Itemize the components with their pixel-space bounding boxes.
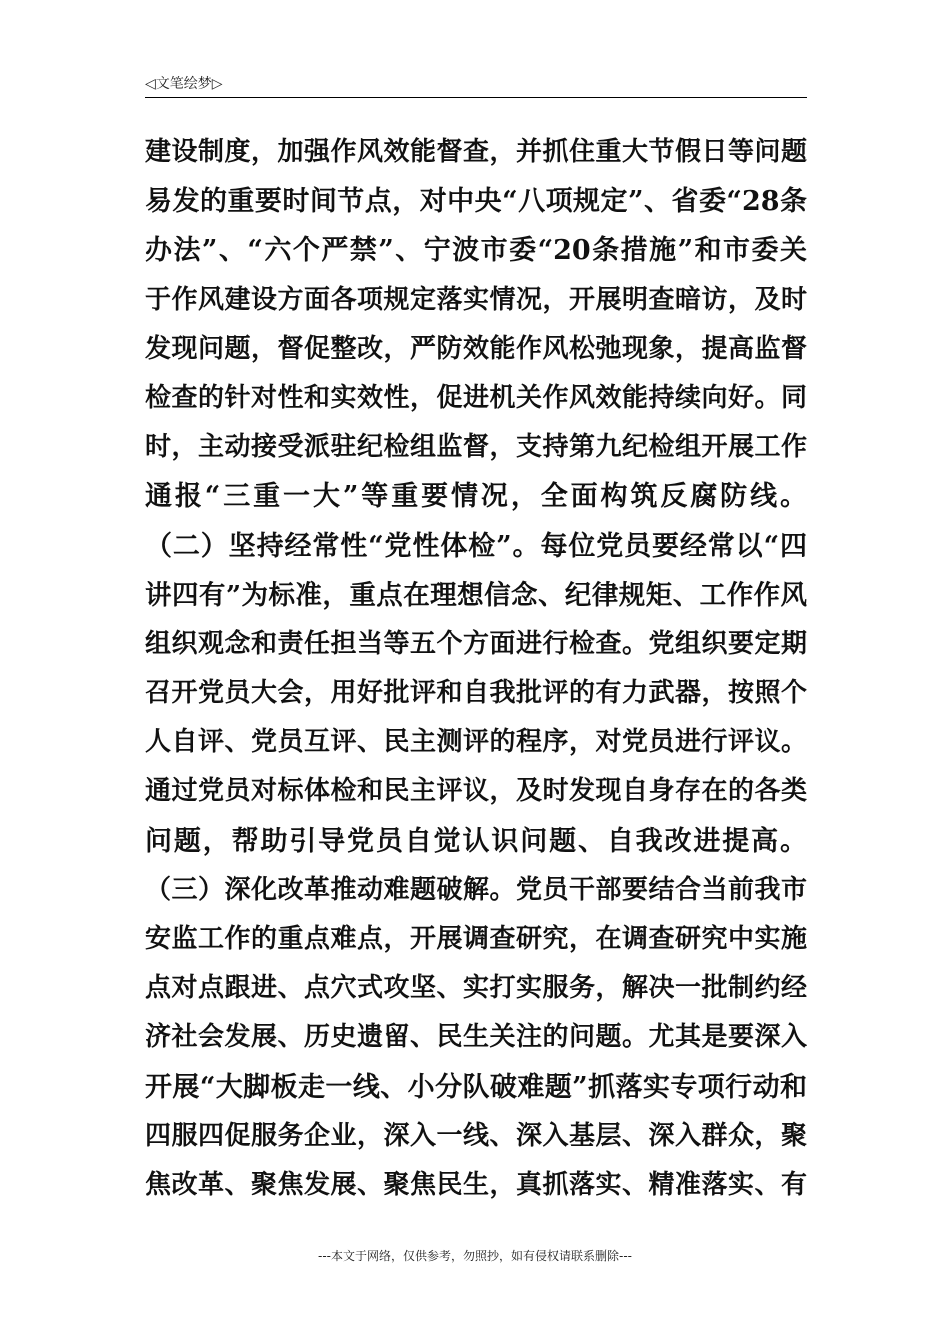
body-line: 易发的重要时间节点，对中央“八项规定”、省委“28条 — [145, 186, 807, 218]
body-line: 召开党员大会，用好批评和自我批评的有力武器，按照个 — [145, 678, 807, 709]
header-divider — [145, 97, 807, 98]
body-line: 于作风建设方面各项规定落实情况，开展明查暗访，及时 — [145, 284, 807, 315]
body-line: 济社会发展、历史遗留、民生关注的问题。尤其是要深入 — [145, 1022, 807, 1053]
body-line: 时，主动接受派驻纪检组监督，支持第九纪检组开展工作 — [145, 432, 807, 463]
section-heading-line: （二）坚持经常性“党性体检”。每位党员要经常以“四 — [145, 530, 807, 562]
body-line: 建设制度，加强作风效能督查，并抓住重大节假日等问题 — [145, 137, 807, 167]
body-line: 办法”、“六个严禁”、宁波市委“20条措施”和市委关 — [145, 235, 807, 267]
body-line: 四服四促服务企业，深入一线、深入基层、深入群众，聚 — [145, 1120, 807, 1151]
page-header — [145, 74, 807, 98]
header-brand: ◁文笔绘梦▷ — [145, 76, 223, 92]
footer-disclaimer: ---本文于网络，仅供参考，勿照抄，如有侵权请联系删除--- — [318, 1249, 632, 1263]
body-line: 讲四有”为标准，重点在理想信念、纪律规矩、工作作风 — [145, 579, 807, 611]
body-line: 检查的针对性和实效性，促进机关作风效能持续向好。同 — [145, 382, 807, 413]
body-line: 点对点跟进、点穴式攻坚、实打实服务，解决一批制约经 — [145, 973, 807, 1004]
body-line: 通报“三重一大”等重要情况，全面构筑反腐防线。 — [145, 481, 807, 513]
body-line: 人自评、党员互评、民主测评的程序，对党员进行评议。 — [145, 727, 807, 758]
body-line: 问题，帮助引导党员自觉认识问题、自我改进提高。 — [145, 825, 807, 857]
body-line: 通过党员对标体检和民主评议，及时发现自身存在的各类 — [145, 776, 807, 807]
section-heading-line: （三）深化改革推动难题破解。党员干部要结合当前我市 — [145, 874, 807, 905]
body-line: 开展“大脚板走一线、小分队破难题”抓落实专项行动和 — [145, 1071, 807, 1103]
body-line: 安监工作的重点难点，开展调查研究，在调查研究中实施 — [145, 924, 807, 954]
document-body — [145, 128, 807, 1210]
body-line: 组织观念和责任担当等五个方面进行检查。党组织要定期 — [145, 628, 807, 659]
body-line: 发现问题，督促整改，严防效能作风松弛现象，提高监督 — [145, 333, 807, 364]
body-line: 焦改革、聚焦发展、聚焦民生，真抓落实、精准落实、有 — [145, 1169, 807, 1200]
